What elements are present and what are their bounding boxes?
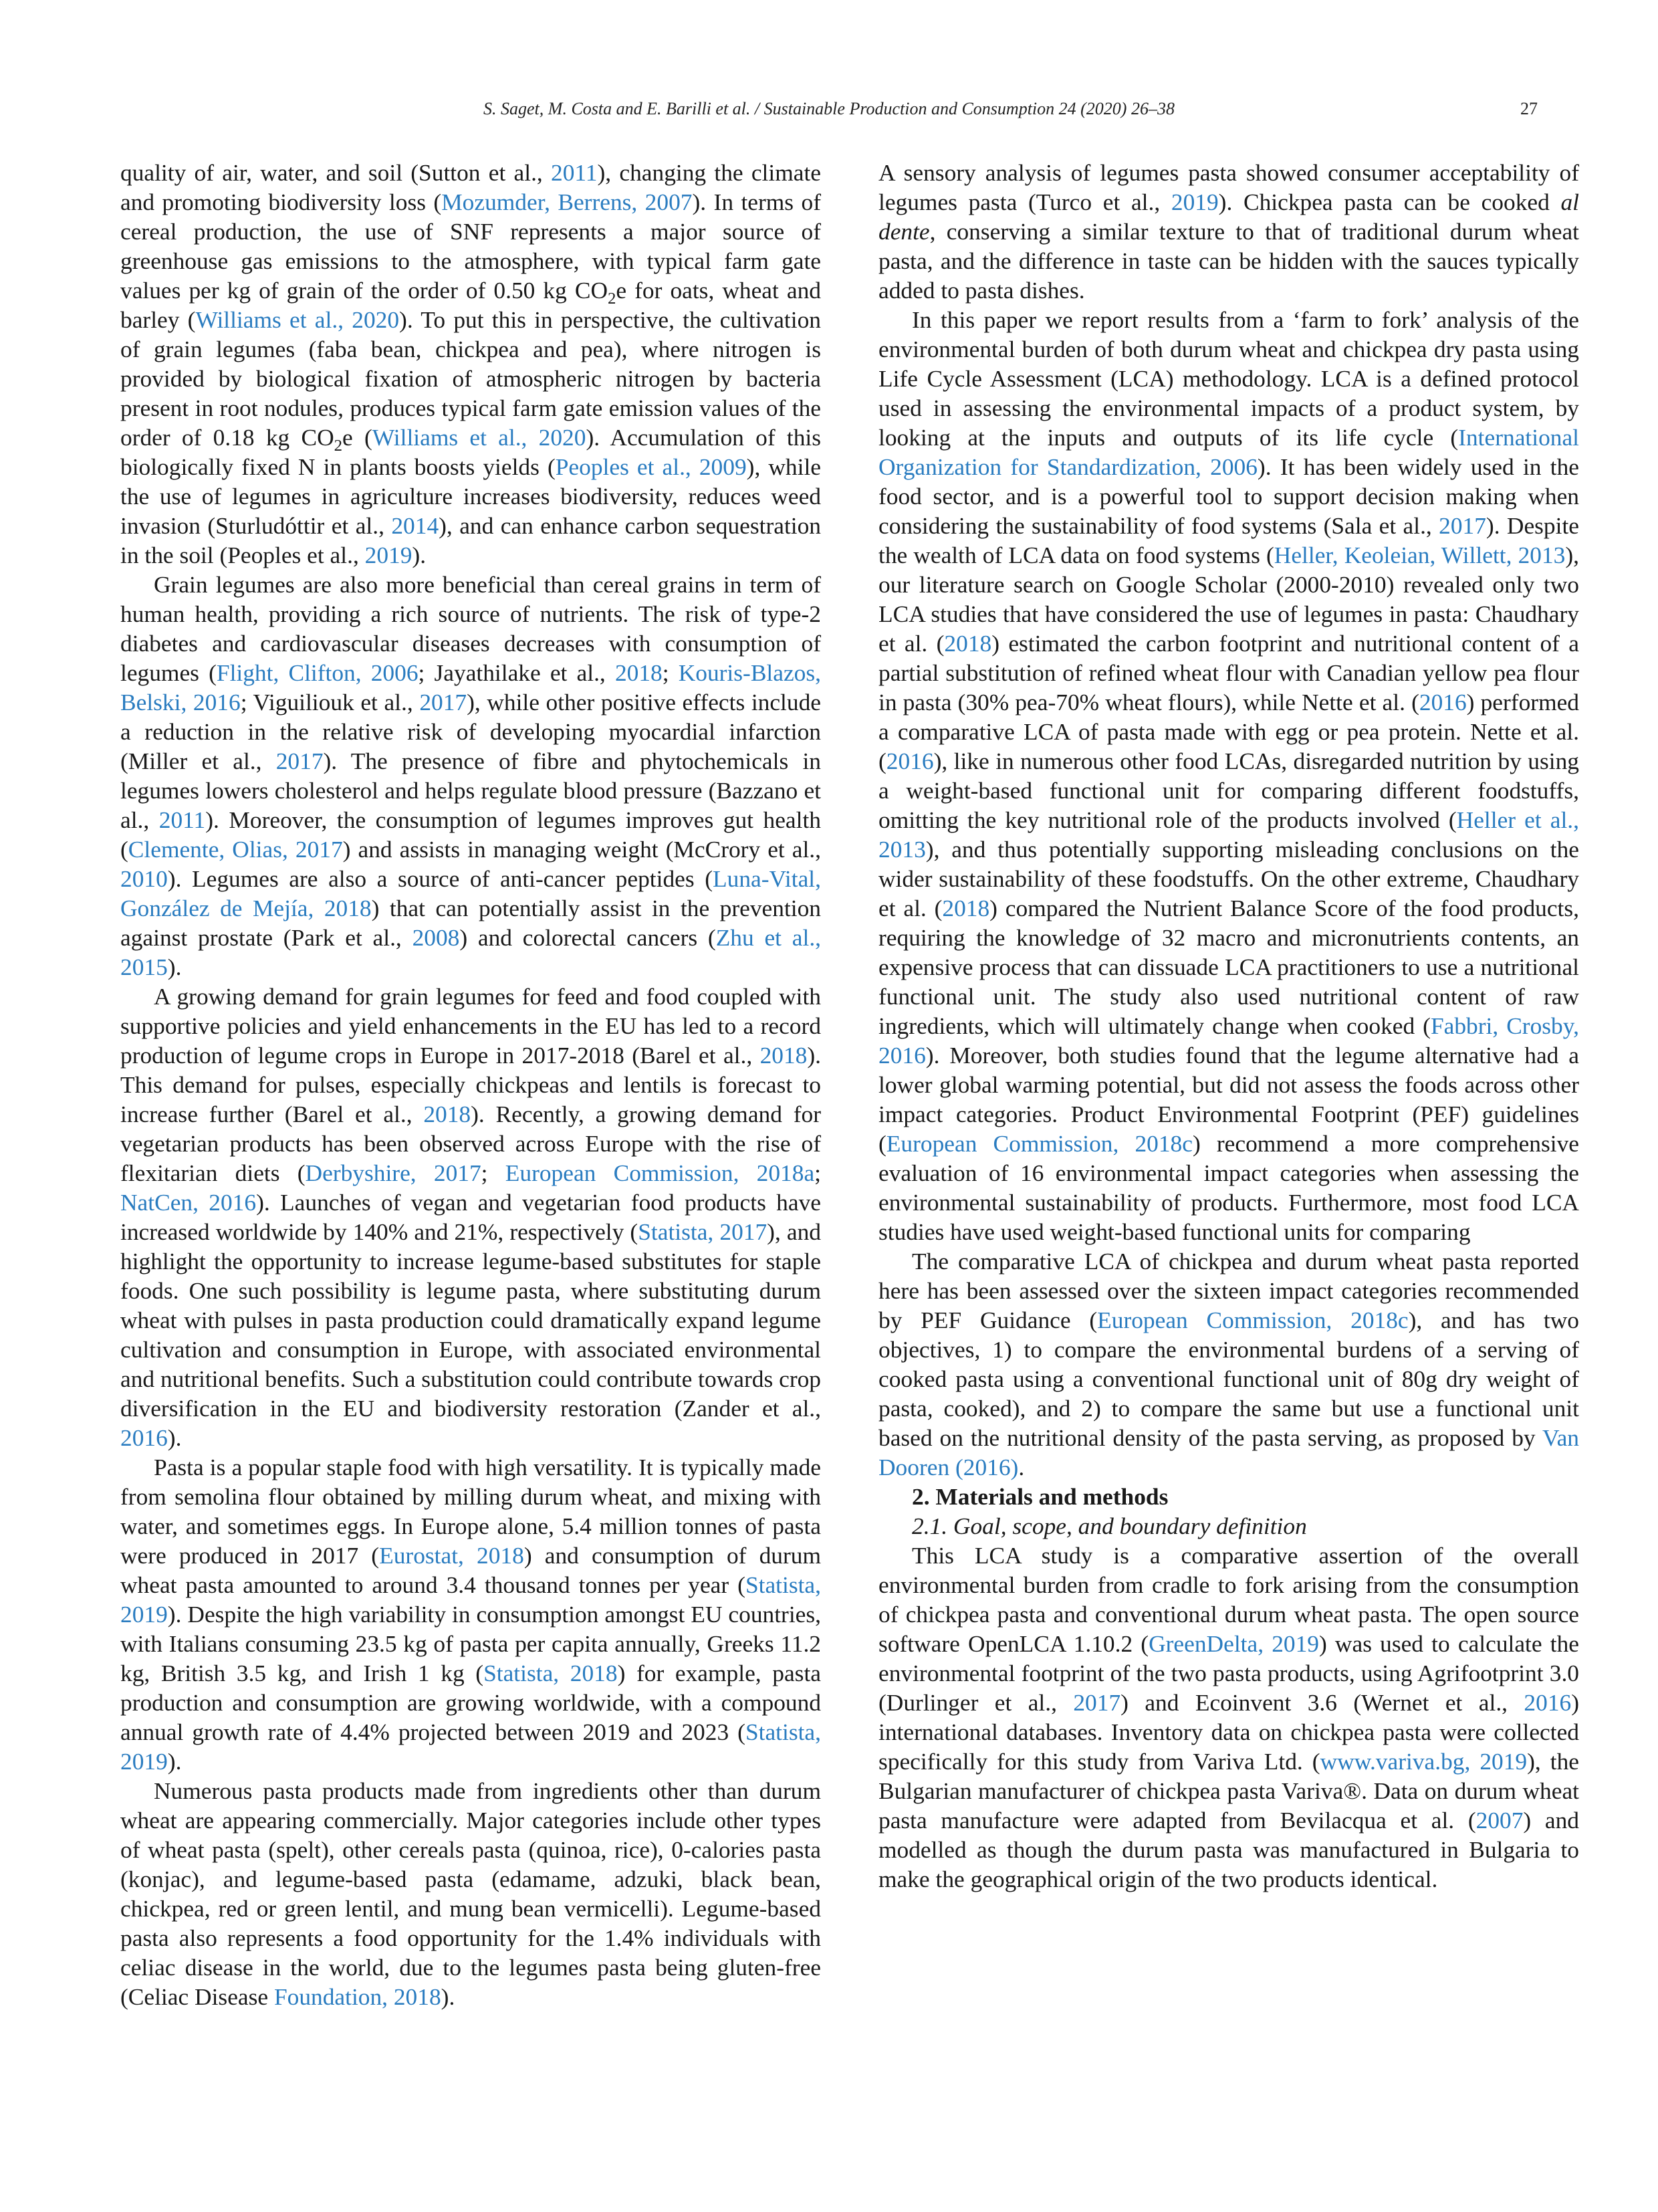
citation-link[interactable]: 2014	[391, 512, 439, 539]
citation-link[interactable]: 2018	[614, 659, 663, 686]
citation-link[interactable]: 2011	[551, 159, 598, 186]
paragraph: Grain legumes are also more beneficial than cereal grains in term of human health, providing a rich source of nutrients. The risk of type-2 diabetes and cardiovascular diseases decreases with consumption of legumes (Flight, Clifton, 2006; Jayathilake et al., 2018; Kouris-Blazos, Belski, 2016; Viguiliouk et al., 2017), while other positive effects include a reduction in the relative risk of developing myocardial infarction (Miller et al., 2017). The presence of fibre and phytochemicals in legumes lowers cholesterol and helps regulate blood pressure (Bazzano et al., 2011). Moreover, the consumption of legumes improves gut health (Clemente, Olias, 2017) and assists in managing weight (McCrory et al., 2010). Legumes are also a source of anti-cancer peptides (Luna-Vital, González de Mejía, 2018) that can potentially assist in the prevention against prostate (Park et al., 2008) and colorectal cancers (Zhu et al., 2015).	[120, 571, 822, 980]
citation-link[interactable]: Statista, 2017	[638, 1218, 767, 1245]
citation-link[interactable]: 2019	[364, 542, 412, 568]
citation-link[interactable]: 2018	[942, 895, 990, 921]
citation-link[interactable]: Williams et al., 2020	[372, 424, 586, 451]
citation-link[interactable]: Statista, 2019	[120, 1719, 821, 1775]
citation-link[interactable]: European Commission, 2018c	[1097, 1307, 1409, 1333]
website-link[interactable]: www.variva.bg, 2019	[1320, 1748, 1528, 1775]
citation-link[interactable]: 2019	[1171, 189, 1219, 215]
citation-link[interactable]: Eurostat, 2018	[379, 1542, 524, 1569]
citation-link[interactable]: Clemente, Olias, 2017	[128, 836, 343, 863]
citation-link[interactable]: 2017	[275, 748, 324, 774]
citation-link[interactable]: International Organization for Standardization, 2006	[878, 424, 1579, 480]
paragraph: This LCA study is a comparative assertion of the overall environmental burden from cradle to fork arising from the consumption of chickpea pasta and conventional durum wheat pasta. The open source software OpenLCA 1.10.2 (GreenDelta, 2019) was used to calculate the environmental footprint of the two pasta products, using Agrifootprint 3.0 (Durlinger et al., 2017) and Ecoinvent 3.6 (Wernet et al., 2016) international databases. Inventory data on chickpea pasta were collected specifically for this study from Variva Ltd. (www.variva.bg, 2019), the Bulgarian manufacturer of chickpea pasta Variva®. Data on durum wheat pasta manufacture were adapted from Bevilacqua et al. (2007) and modelled as though the durum pasta was manufactured in Bulgaria to make the geographical origin of the two products identical.	[878, 1542, 1579, 1892]
citation-link[interactable]: Heller, Keoleian, Willett, 2013	[1274, 542, 1566, 568]
paragraph: Pasta is a popular staple food with high versatility. It is typically made from semolina flour obtained by milling durum wheat, and mixing with water, and sometimes eggs. In Europe alone, 5.4 million tonnes of pasta were produced in 2017 (Eurostat, 2018) and consumption of durum wheat pasta amounted to around 3.4 thousand tonnes per year (Statista, 2019). Despite the high variability in consumption amongst EU countries, with Italians consuming 23.5 kg of pasta per capita annually, Greeks 11.2 kg, British 3.5 kg, and Irish 1 kg (Statista, 2018) for example, pasta production and consumption are growing worldwide, with a compound annual growth rate of 4.4% projected between 2019 and 2023 (Statista, 2019).	[120, 1454, 821, 1775]
citation-link[interactable]: 2008	[412, 924, 460, 951]
citation-link[interactable]: 2017	[1073, 1689, 1121, 1716]
paragraph: Numerous pasta products made from ingredients other than durum wheat are appearing commercially. Major categories include other types of wheat pasta (spelt), other cereals pasta (quinoa, rice), 0-calories pasta (konjac), and legume-based pasta (edamame, adzuki, black bean, chickpea, red or green lentil, and mung bean vermicelli). Legume-based pasta also represents a food opportunity for the 1.4% individuals with celiac disease in the world, due to the legumes pasta being gluten-free (Celiac Disease Foundation, 2018).	[120, 1777, 821, 2010]
citation-link[interactable]: Fabbri, Crosby, 2016	[878, 1012, 1579, 1069]
citation-link[interactable]: 2016	[886, 748, 934, 774]
citation-link[interactable]: European Commission, 2018c	[886, 1130, 1193, 1157]
citation-link[interactable]: Zhu et al., 2015	[120, 924, 822, 980]
running-header	[120, 99, 1538, 126]
subsection-heading: 2.1. Goal, scope, and boundary definition	[912, 1513, 1307, 1539]
citation-link[interactable]: Mozumder, Berrens, 2007	[441, 189, 693, 215]
paragraph: In this paper we report results from a ‘farm to fork’ analysis of the environmental burden of both durum wheat and chickpea dry pasta using Life Cycle Assessment (LCA) methodology. LCA is a defined protocol used in assessing the environmental impacts of a product system, by looking at the inputs and outputs of its life cycle (International Organization for Standardization, 2006). It has been widely used in the food sector, and is a powerful tool to support decision making when considering the sustainability of food systems (Sala et al., 2017). Despite the wealth of LCA data on food systems (Heller, Keoleian, Willett, 2013), our literature search on Google Scholar (2000-2010) revealed only two LCA studies that have considered the use of legumes in pasta: Chaudhary et al. (2018) estimated the carbon footprint and nutritional content of a partial substitution of refined wheat flour with Canadian yellow pea flour in pasta (30% pea-70% wheat flours), while Nette et al. (2016) performed a comparative LCA of pasta made with egg or pea protein. Nette et al. (2016), like in numerous other food LCAs, disregarded nutrition by using a weight-based functional unit for comparing different foodstuffs, omitting the key nutritional role of the products involved (Heller et al., 2013), and thus potentially supporting misleading conclusions on the wider sustainability of these foodstuffs. On the other extreme, Chaudhary et al. (2018) compared the Nutrient Balance Score of the food products, requiring the knowledge of 32 macro and micronutrients contents, an expensive process that can dissuade LCA practitioners to use a nutritional functional unit. The study also used nutritional content of raw ingredients, which will ultimately change when cooked (Fabbri, Crosby, 2016). Moreover, both studies found that the legume alternative had a lower global warming potential, but did not assess the foods across other impact categories. Product Environmental Footprint (PEF) guidelines (European Commission, 2018c) recommend a more comprehensive evaluation of 16 environmental impact categories when assessing the environmental sustainability of products. Furthermore, most food LCA studies have used weight-based functional units for comparing	[878, 306, 1579, 1245]
citation-link[interactable]: 2018	[944, 630, 992, 657]
citation-link[interactable]: Peoples et al., 2009	[555, 453, 747, 480]
right-column	[878, 158, 1579, 1894]
citation-link[interactable]: Kouris-Blazos, Belski, 2016	[120, 659, 821, 715]
citation-link[interactable]: Derbyshire, 2017	[305, 1159, 481, 1186]
page-number: 27	[1520, 99, 1538, 118]
citation-link[interactable]: 2018	[423, 1101, 471, 1127]
section-heading: 2. Materials and methods	[912, 1483, 1169, 1510]
citation-link[interactable]: Statista, 2019	[120, 1571, 821, 1628]
citation-link[interactable]: 2017	[419, 689, 467, 715]
citation-link[interactable]: Statista, 2018	[483, 1660, 618, 1686]
citation-link[interactable]: Flight, Clifton, 2006	[216, 659, 419, 686]
citation-link[interactable]: GreenDelta, 2019	[1149, 1630, 1319, 1657]
citation-link[interactable]: Heller et al., 2013	[878, 806, 1579, 863]
paragraph: quality of air, water, and soil (Sutton et al., 2011), changing the climate and promoting biodiversity loss (Mozumder, Berrens, 2007). In terms of cereal production, the use of SNF represents a major source of greenhouse gas emissions to the atmosphere, with typical farm gate values per kg of grain of the order of 0.50 kg $CO_2e$ for oats, wheat and barley (Williams et al., 2020). To put this in perspective, the cultivation of grain legumes (faba bean, chickpea and pea), where nitrogen is provided by biological fixation of atmospheric nitrogen by bacteria present in root nodules, produces typical farm gate emission values of the order of 0.18 kg $CO_2e$ (Williams et al., 2020). Accumulation of this biologically fixed N in plants boosts yields (Peoples et al., 2009), while the use of legumes in agriculture increases biodiversity, reduces weed invasion (Sturludóttir et al., 2014), and can enhance carbon sequestration in the soil (Peoples et al., 2019).	[120, 159, 822, 568]
citation-link[interactable]: 2018	[759, 1042, 808, 1069]
citation-link[interactable]: 2016	[1524, 1689, 1572, 1716]
citation-link[interactable]: Foundation, 2018	[273, 1983, 441, 2010]
citation-link[interactable]: Van Dooren (2016)	[878, 1424, 1579, 1480]
citation-link[interactable]: Williams et al., 2020	[195, 306, 400, 333]
citation-link[interactable]: 2010	[120, 865, 168, 892]
paragraph: A growing demand for grain legumes for feed and food coupled with supportive policies and yield enhancements in the EU has led to a record production of legume crops in Europe in 2017-2018 (Barel et al., 2018). This demand for pulses, especially chickpeas and lentils is forecast to increase further (Barel et al., 2018). Recently, a growing demand for vegetarian products has been observed across Europe with the rise of flexitarian diets (Derbyshire, 2017; European Commission, 2018a; NatCen, 2016). Launches of vegan and vegetarian food products have increased worldwide by 140% and 21%, respectively (Statista, 2017), and highlight the opportunity to increase legume-based substitutes for staple foods. One such possibility is legume pasta, where substituting durum wheat with pulses in pasta production could dramatically expand legume cultivation and consumption in Europe, with associated environmental and nutritional benefits. Such a substitution could contribute towards crop diversification in the EU and biodiversity restoration (Zander et al., 2016).	[120, 983, 822, 1451]
left-column	[120, 158, 821, 2011]
paragraph: The comparative LCA of chickpea and durum wheat pasta reported here has been assessed over the sixteen impact categories recommended by PEF Guidance (European Commission, 2018c), and has two objectives, 1) to compare the environmental burdens of a serving of cooked pasta using a conventional functional unit of 80g dry weight of pasta, cooked), and 2) to compare the same but use a functional unit based on the nutritional density of the pasta serving, as proposed by Van Dooren (2016).	[878, 1248, 1579, 1480]
citation-link[interactable]: 2016	[1419, 689, 1467, 715]
citation-link[interactable]: European Commission, 2018a	[505, 1159, 815, 1186]
citation-link[interactable]: NatCen, 2016	[120, 1189, 257, 1216]
citation-link[interactable]: 2016	[120, 1424, 168, 1451]
citation-link[interactable]: 2007	[1475, 1807, 1524, 1834]
citation-link[interactable]: Luna-Vital, González de Mejía, 2018	[120, 865, 821, 921]
journal-citation: S. Saget, M. Costa and E. Barilli et al. / Sustainable Production and Consumption 24 (2020) 26–38	[483, 99, 1175, 118]
citation-link[interactable]: 2011	[158, 806, 206, 833]
citation-link[interactable]: 2017	[1439, 512, 1486, 539]
paragraph: A sensory analysis of legumes pasta showed consumer acceptability of legumes pasta (Turco et al., 2019). Chickpea pasta can be cooked al dente, conserving a similar texture to that of traditional durum wheat pasta, and the difference in taste can be hidden with the sauces typically added to pasta dishes.	[878, 159, 1580, 304]
